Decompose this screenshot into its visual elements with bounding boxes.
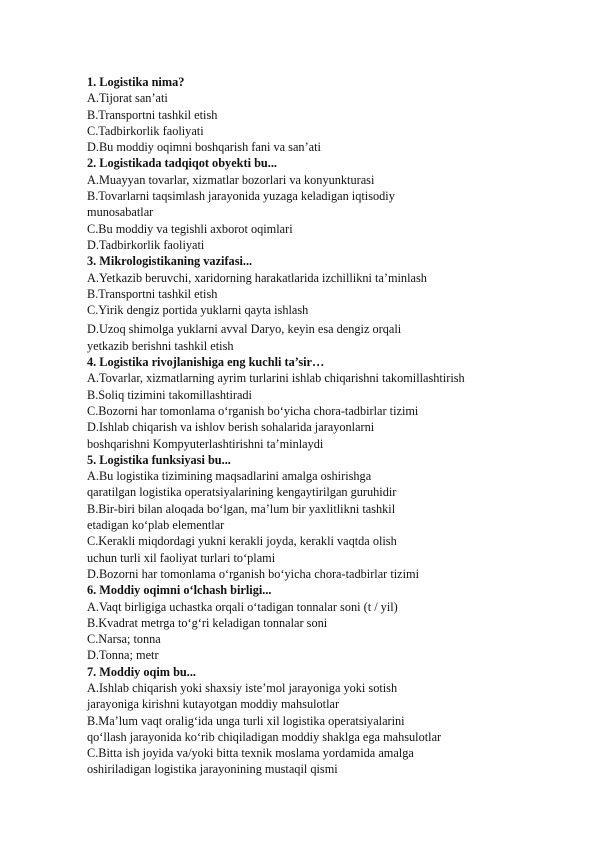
answer-option: A.Ishlab chiqarish yoki shaxsiy iste’mol jarayoniga yoki sotish jarayoniga kirishni kutayotgan moddiy mahsulotlar (87, 680, 398, 712)
answer-option: C.Bitta ish joyida va/yoki bitta texnik moslama yordamida amalga oshiriladigan logistika jarayonining mustaqil qismi (87, 746, 414, 777)
answer-option: C.Yirik dengiz portida yuklarni qayta ishlash (87, 303, 309, 318)
answer-option: A.Yetkazib beruvchi, xaridorning harakatlarida izchillikni ta’minlash (87, 270, 427, 285)
answer-option: B.Soliq tizimini takomillashtiradi (87, 387, 252, 402)
question-title: 7. Moddiy oqim bu... (87, 664, 196, 679)
answer-option: D.Uzoq shimolga yuklarni avval Daryo, keyin esa dengiz orqali yetkazib berishni tashkil etish (87, 322, 402, 353)
answer-option: A.Vaqt birligiga uchastka orqali o‘tadigan tonnalar soni (t / yil) (87, 599, 398, 614)
question-title: 3. Mikrologistikaning vazifasi... (87, 254, 253, 269)
question-title: 6. Moddiy oqimni o‘lchash birligi... (87, 583, 272, 598)
answer-option: A.Tovarlar, xizmatlarning ayrim turlarini ishlab chiqarishni takomillashtirish (87, 371, 465, 386)
answer-option: A.Muayyan tovarlar, xizmatlar bozorlari va konyunkturasi (87, 172, 375, 187)
question-block (87, 664, 567, 778)
answer-option: D.Bu moddiy oqimni boshqarish fani va san’ati (87, 140, 321, 155)
question-title: 4. Logistika rivojlanishiga eng kuchli ta’sir… (87, 355, 325, 370)
answer-option: A.Bu logistika tizimining maqsadlarini amalga oshirishga qaratilgan logistika operatsiyalarining kengaytirilgan guruhidir (87, 469, 397, 500)
question-list (87, 74, 567, 778)
question-block (87, 582, 567, 663)
question-block (87, 354, 567, 452)
answer-option: A.Tijorat san’ati (87, 91, 168, 106)
answer-option: B.Transportni tashkil etish (87, 107, 218, 122)
question-block (87, 452, 567, 582)
question-title: 2. Logistikada tadqiqot obyekti bu... (87, 156, 277, 171)
answer-option: B.Kvadrat metrga to‘g‘ri keladigan tonnalar soni (87, 615, 328, 630)
answer-option: B.Bir-biri bilan aloqada bo‘lgan, ma’lum bir yaxlitlikni tashkil etadigan ko‘plab elementlar (87, 501, 396, 533)
question-title: 1. Logistika nima? (87, 75, 185, 89)
answer-option: D.Tonna; metr (87, 648, 159, 663)
answer-option: B.Ma’lum vaqt oralig‘ida unga turli xil logistika operatsiyalarini qo‘llash jarayonida ko‘rib chiqiladigan moddiy shaklga ega mahsulotlar (87, 713, 442, 744)
answer-option: D.Bozorni har tomonlama o‘rganish bo‘yicha chora-tadbirlar tizimi (87, 566, 420, 581)
question-title: 5. Logistika funksiyasi bu... (87, 452, 231, 467)
answer-option: C.Bu moddiy va tegishli axborot oqimlari (87, 221, 293, 236)
question-block (87, 155, 567, 253)
answer-option: D.Tadbirkorlik faoliyati (87, 237, 205, 252)
answer-option: B.Transportni tashkil etish (87, 286, 218, 301)
answer-option: D.Ishlab chiqarish va ishlov berish sohalarida jarayonlarni boshqarishni Kompyuterlashtirishni ta’minlaydi (87, 420, 375, 451)
answer-option: B.Tovarlarni taqsimlash jarayonida yuzaga keladigan iqtisodiy munosabatlar (87, 189, 395, 220)
question-block (87, 253, 567, 354)
answer-option: C.Tadbirkorlik faoliyati (87, 123, 204, 138)
answer-option: C.Narsa; tonna (87, 632, 161, 647)
answer-option: C.Kerakli miqdordagi yukni kerakli joyda, kerakli vaqtda olish uchun turli xil faoliyat turlari to‘plami (87, 534, 397, 565)
answer-option: C.Bozorni har tomonlama o‘rganish bo‘yicha chora-tadbirlar tizimi (87, 403, 419, 418)
question-block (87, 74, 567, 155)
